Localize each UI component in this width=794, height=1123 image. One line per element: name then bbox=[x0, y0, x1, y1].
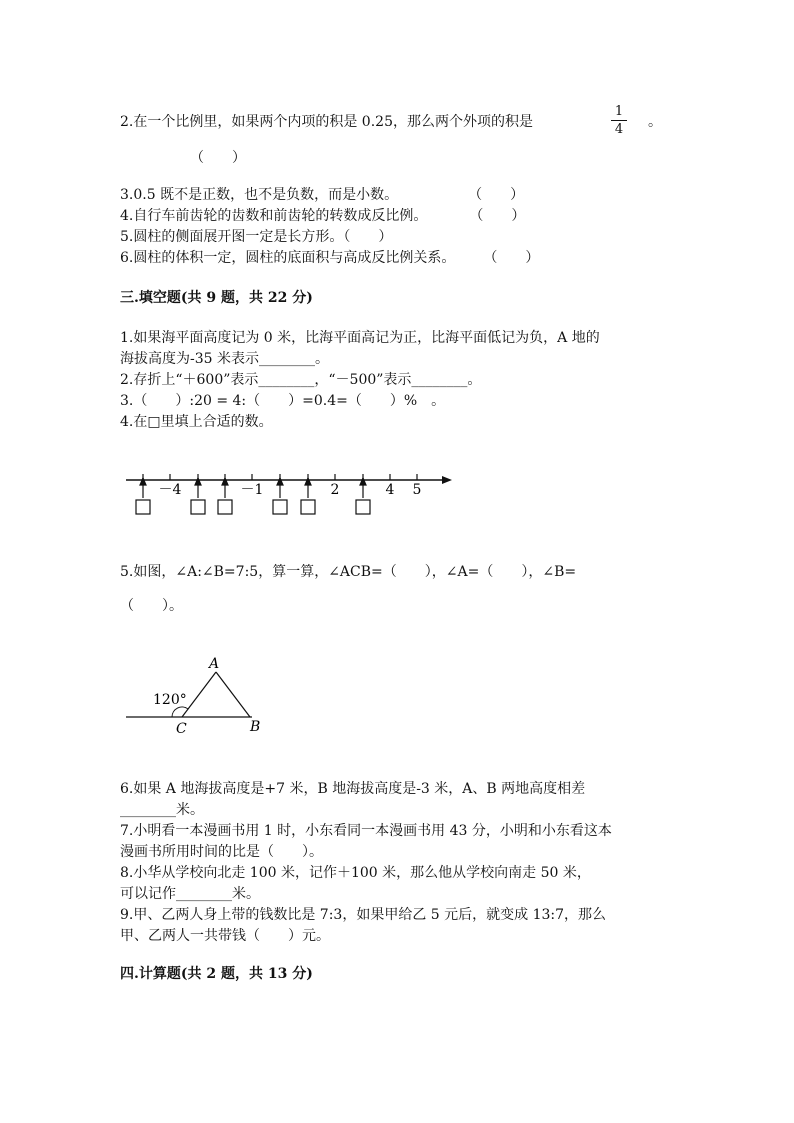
question-fill-5-line1: 5.如图，∠A:∠B=7:5，算一算，∠ACB=（ ），∠A=（ ），∠B= bbox=[120, 564, 577, 580]
vertex-b-label: B bbox=[250, 719, 261, 735]
answer-box[interactable] bbox=[273, 500, 287, 514]
number-line-label: 2 bbox=[330, 482, 340, 498]
answer-paren: （ ） bbox=[190, 150, 246, 166]
question-fill-5-line2: （ ）。 bbox=[120, 598, 183, 614]
fraction-bar bbox=[611, 120, 627, 121]
question-judge-6: 6.圆柱的体积一定，圆柱的底面积与高成反比例关系。 （ ） bbox=[120, 250, 540, 266]
number-line-arrowhead bbox=[442, 476, 452, 484]
question-fill-2: 2.存折上“＋600”表示________，“－500”表示________。 bbox=[120, 372, 482, 388]
question-fill-3: 3.（ ）:20 = 4:（ ）=0.4=（ ）% 。 bbox=[120, 393, 446, 409]
question-judge-2-end: 。 bbox=[648, 114, 662, 130]
question-judge-4: 4.自行车前齿轮的齿数和前齿轮的转数成反比例。 （ ） bbox=[120, 208, 526, 224]
question-fill-7-line2: 漫画书所用时间的比是（ ）。 bbox=[120, 844, 323, 860]
vertex-c-label: C bbox=[176, 721, 187, 737]
number-line-label: －4 bbox=[158, 482, 182, 498]
question-fill-6-line2: ________米。 bbox=[120, 802, 204, 818]
question-fill-9-line1: 9.甲、乙两人身上带的钱数比是 7:3，如果甲给乙 5 元后，就变成 13:7，那么 bbox=[120, 907, 607, 923]
question-fill-6-line1: 6.如果 A 地海拔高度是+7 米，B 地海拔高度是-3 米，A、B 两地高度相差 bbox=[120, 781, 586, 797]
question-judge-2: 2.在一个比例里，如果两个内项的积是 0.25，那么两个外项的积是 bbox=[120, 114, 533, 130]
fraction-numerator: 1 bbox=[614, 104, 624, 119]
question-fill-1-line1: 1.如果海平面高度记为 0 米，比海平面高记为正，比海平面低记为负，A 地的 bbox=[120, 330, 600, 346]
fraction-denominator: 4 bbox=[614, 122, 624, 137]
vertex-a-label: A bbox=[209, 656, 220, 672]
number-line-label: 5 bbox=[412, 482, 422, 498]
number-line-label: －1 bbox=[240, 482, 264, 498]
question-fill-9-line2: 甲、乙两人一共带钱（ ）元。 bbox=[120, 928, 330, 944]
exterior-angle-label: 120° bbox=[153, 692, 187, 708]
question-fill-7-line1: 7.小明看一本漫画书用 1 时，小东看同一本漫画书用 43 分，小明和小东看这本 bbox=[120, 823, 612, 839]
fraction-one-quarter bbox=[611, 104, 627, 137]
question-fill-8-line1: 8.小华从学校向北走 100 米，记作＋100 米，那么他从学校向南走 50 米， bbox=[120, 865, 591, 881]
triangle-side-ca bbox=[182, 672, 216, 717]
triangle-figure bbox=[120, 650, 280, 740]
answer-box[interactable] bbox=[356, 500, 370, 514]
answer-box[interactable] bbox=[191, 500, 205, 514]
answer-box[interactable] bbox=[301, 500, 315, 514]
question-fill-8-line2: 可以记作________米。 bbox=[120, 886, 260, 902]
answer-box[interactable] bbox=[218, 500, 232, 514]
question-judge-5: 5.圆柱的侧面展开图一定是长方形。（ ） bbox=[120, 229, 393, 245]
answer-box[interactable] bbox=[136, 500, 150, 514]
question-fill-1-line2: 海拔高度为-35 米表示________。 bbox=[120, 351, 329, 367]
section-title-calculation: 四.计算题(共 2 题，共 13 分) bbox=[120, 966, 313, 982]
triangle-side-ab bbox=[216, 672, 250, 717]
question-fill-4: 4.在□里填上合适的数。 bbox=[120, 414, 273, 430]
question-judge-3: 3.0.5 既不是正数，也不是负数，而是小数。 （ ） bbox=[120, 187, 525, 203]
number-line-figure bbox=[120, 460, 460, 520]
section-title-fill-in: 三.填空题(共 9 题，共 22 分) bbox=[120, 290, 313, 306]
number-line-label: 4 bbox=[385, 482, 395, 498]
